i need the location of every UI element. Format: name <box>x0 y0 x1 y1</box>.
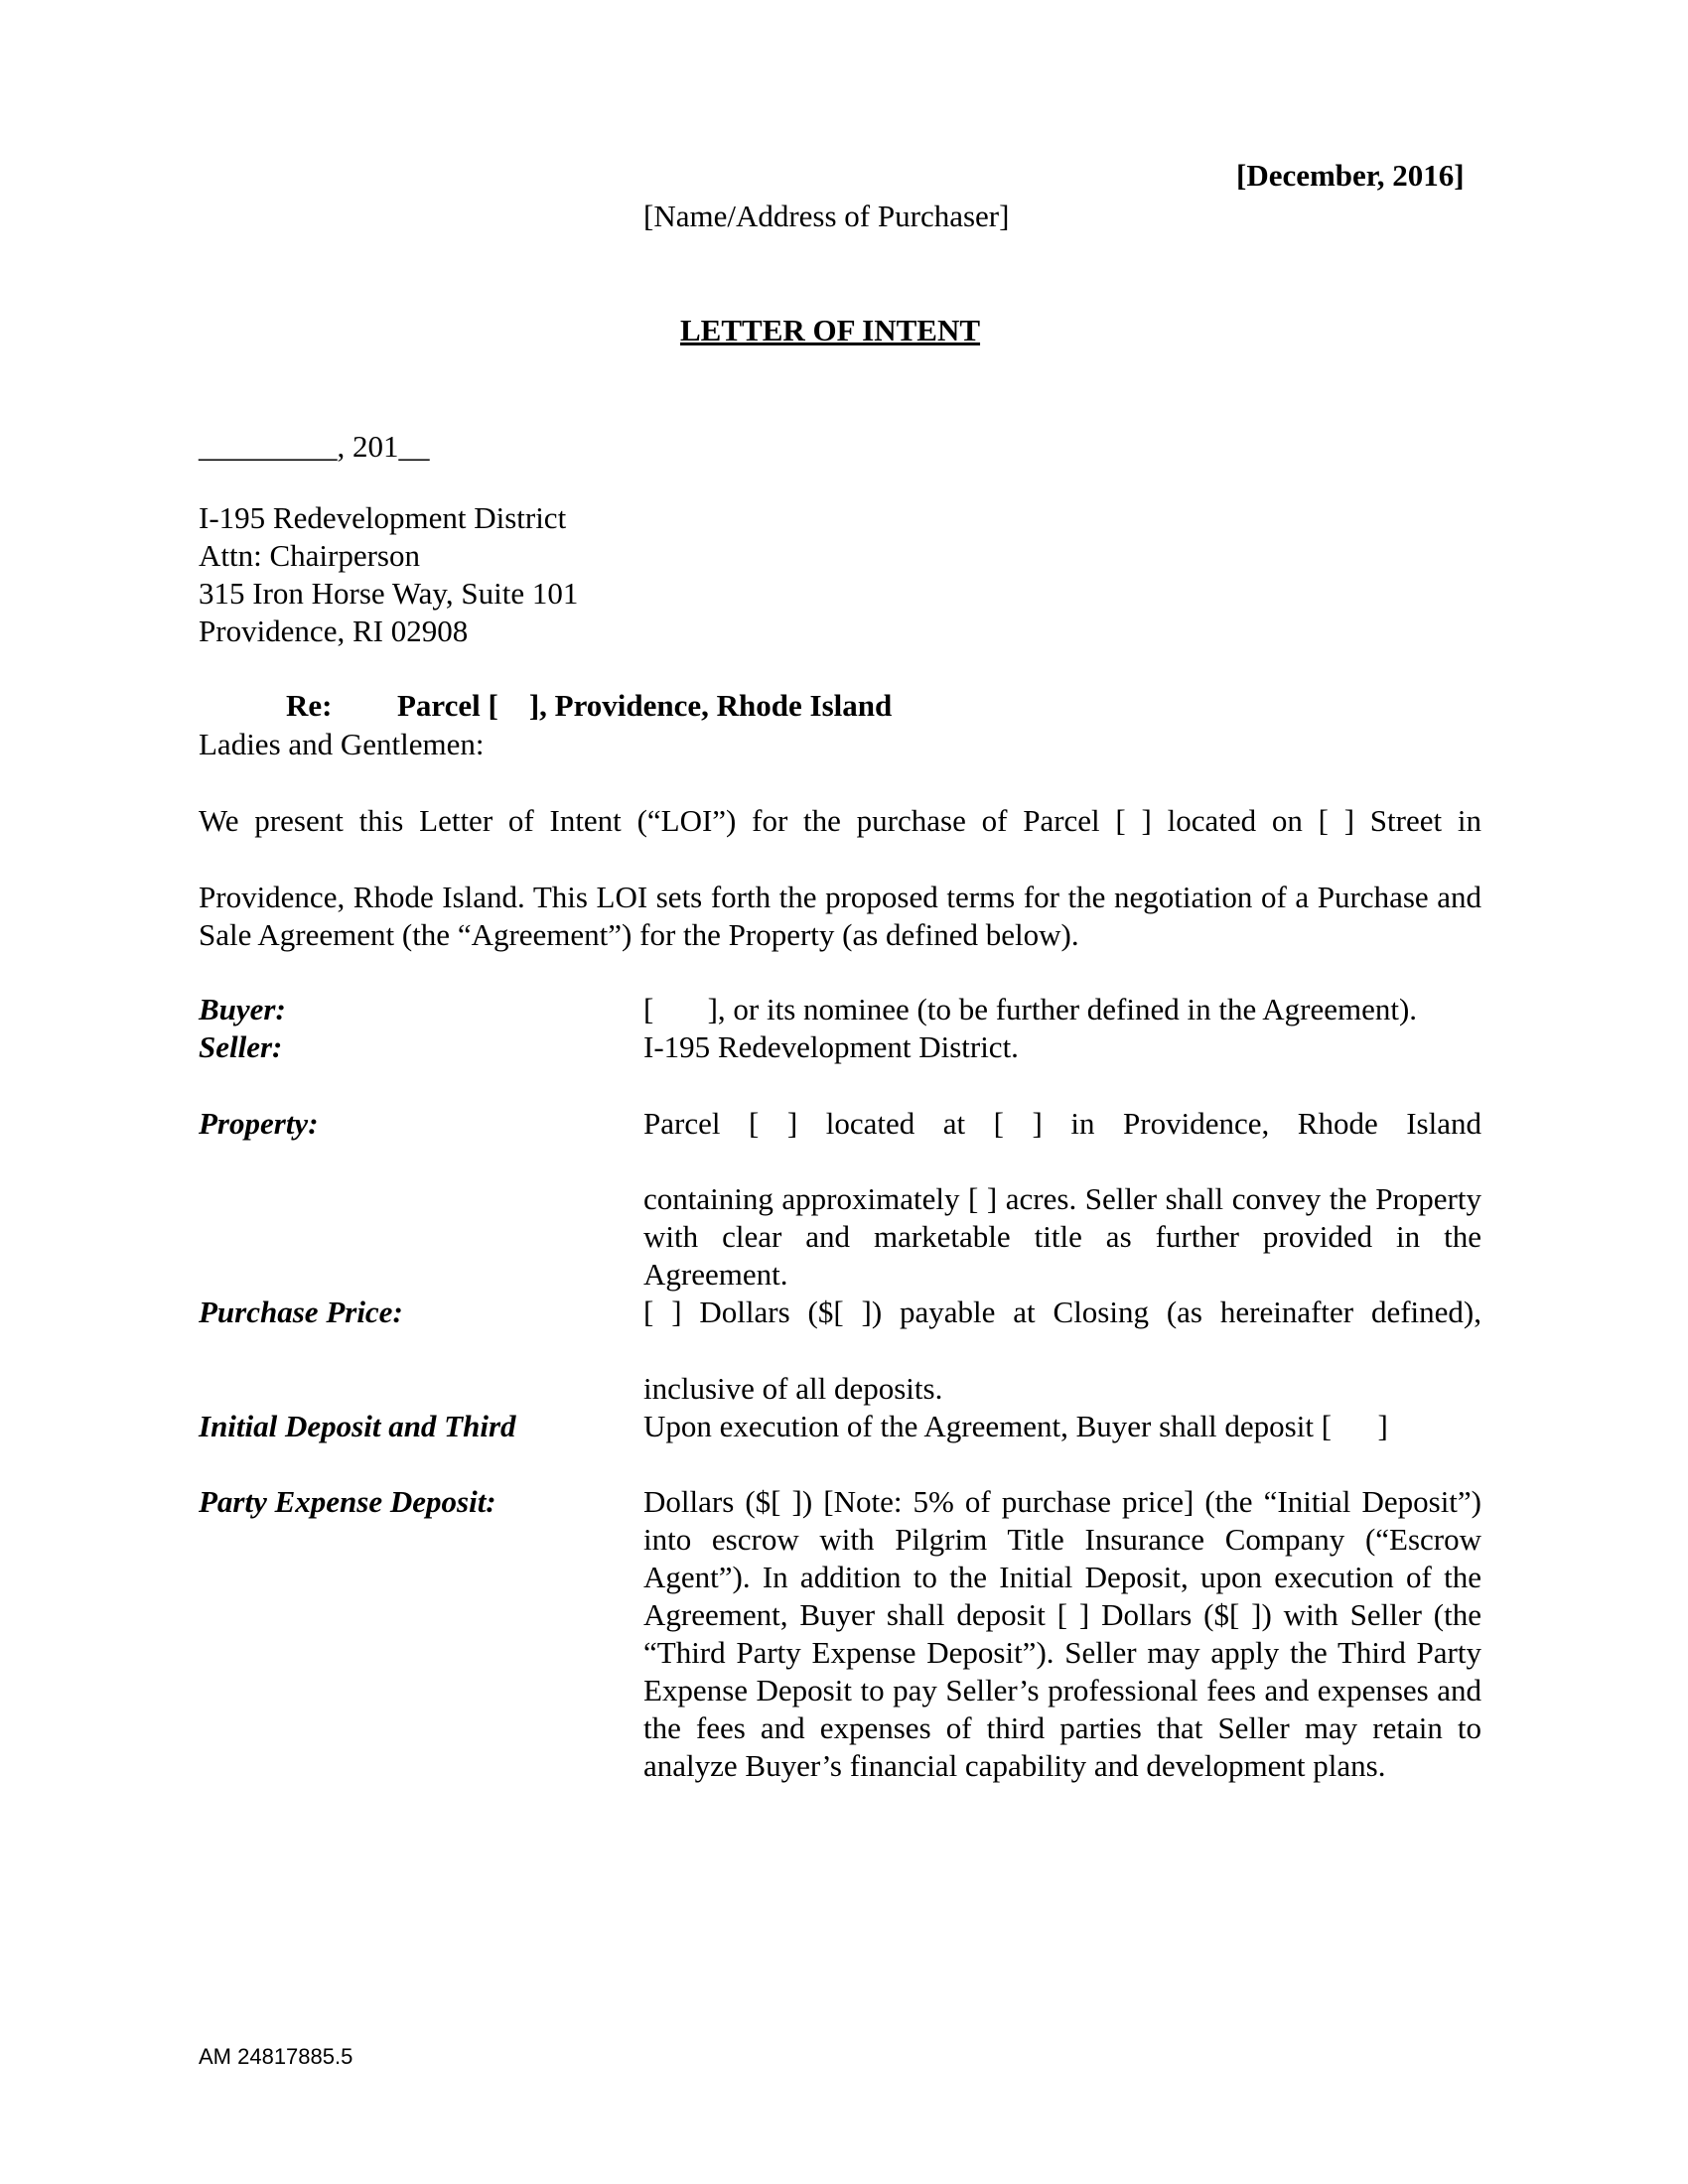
page-title: LETTER OF INTENT <box>680 313 981 347</box>
date-line: _________, 201__ <box>199 429 430 464</box>
recipient-line: Providence, RI 02908 <box>199 614 469 648</box>
salutation: Ladies and Gentlemen: <box>199 727 485 761</box>
deposit-value-paragraph: Dollars ($[ ]) [Note: 5% of purchase price] (the “Initial Deposit”) into escrow with Pilgrim Title Insurance Company (“Escrow Agent”). In addition to the Initial Deposit, upon execution of the Agreement, Buyer shall deposit [ ] Dollars ($[ ]) with Seller (the “Third Party Expense Deposit”). Seller may apply the Third Party Expense Deposit to pay Seller’s professional fees and expenses and the fees and expenses of third parties that Seller may retain to analyze Buyer’s financial capability and development plans. <box>643 1484 1481 1783</box>
document-footer-id: AM 24817885.5 <box>199 2044 353 2069</box>
purchaser-placeholder: [Name/Address of Purchaser] <box>643 199 1010 233</box>
document-date: [December, 2016] <box>1236 158 1465 193</box>
property-label: Property: <box>199 1106 319 1141</box>
purchase-price-label: Purchase Price: <box>199 1295 403 1329</box>
deposit-value-line: Upon execution of the Agreement, Buyer shall deposit [ ] <box>643 1409 1388 1443</box>
intro-paragraph: Providence, Rhode Island. This LOI sets forth the proposed terms for the negotiation of a Purchase and Sale Agreement (the “Agreement”) for the Property (as defined below). <box>199 880 1481 952</box>
buyer-label: Buyer: <box>199 992 286 1026</box>
property-value-paragraph: containing approximately [ ] acres. Seller shall convey the Property with clear and marketable title as further provided in the Agreement. <box>643 1181 1481 1292</box>
recipient-line: I-195 Redevelopment District <box>199 500 567 535</box>
deposit-label: Initial Deposit and Third <box>199 1409 516 1443</box>
recipient-line: 315 Iron Horse Way, Suite 101 <box>199 576 579 611</box>
seller-value: I-195 Redevelopment District. <box>643 1029 1019 1064</box>
deposit-label: Party Expense Deposit: <box>199 1484 496 1519</box>
recipient-line: Attn: Chairperson <box>199 538 420 573</box>
intro-line: We present this Letter of Intent (“LOI”) for the purchase of Parcel [ ] located on [ ] Street in <box>199 803 1481 838</box>
seller-label: Seller: <box>199 1029 283 1064</box>
re-subject: Parcel [ ], Providence, Rhode Island <box>397 688 893 723</box>
buyer-value: [ ], or its nominee (to be further defined in the Agreement). <box>643 992 1418 1026</box>
purchase-price-value-line: [ ] Dollars ($[ ]) payable at Closing (as hereinafter defined), <box>643 1295 1481 1329</box>
re-label: Re: <box>286 688 333 723</box>
property-value-line: Parcel [ ] located at [ ] in Providence, Rhode Island <box>643 1106 1481 1141</box>
purchase-price-value-line: inclusive of all deposits. <box>643 1371 943 1406</box>
